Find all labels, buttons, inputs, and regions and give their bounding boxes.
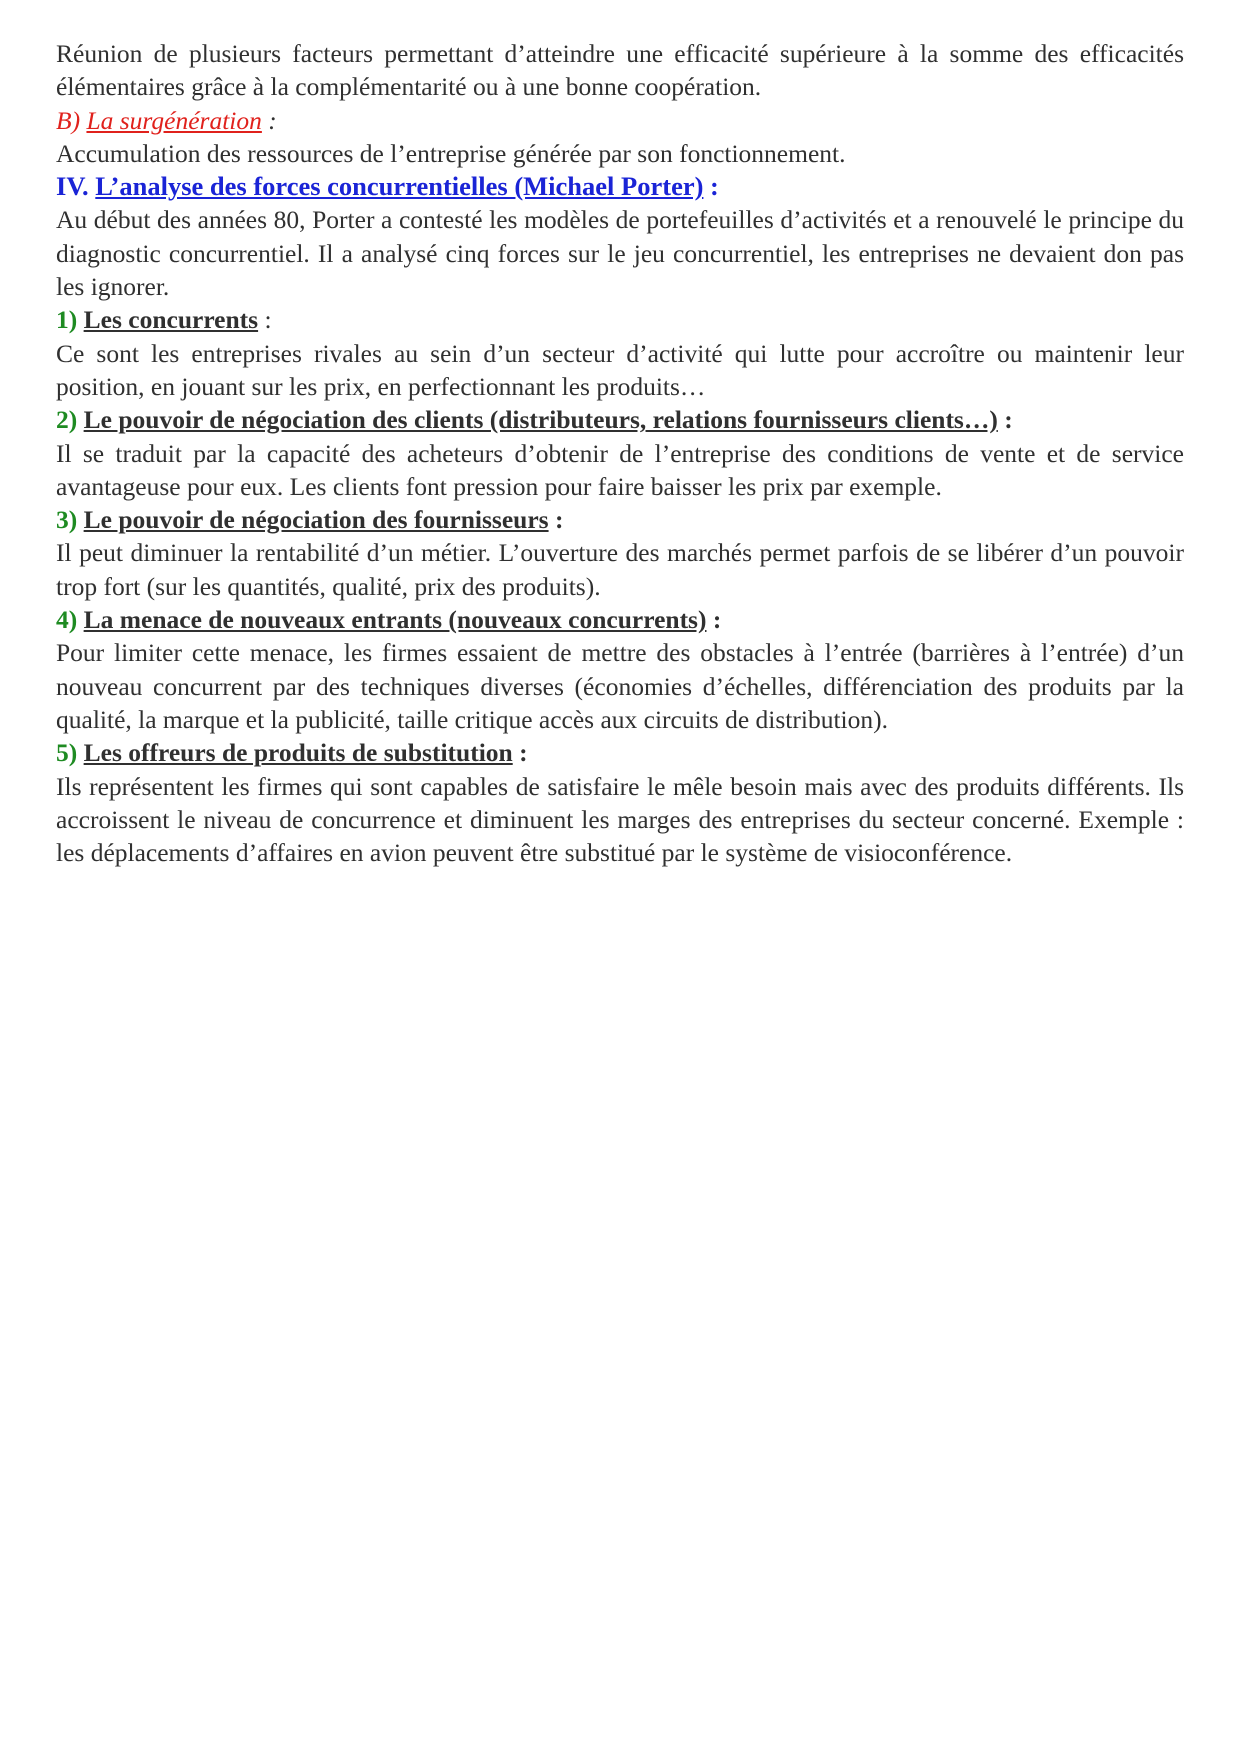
force-2-number: 2) xyxy=(56,405,78,435)
intro-paragraph: Réunion de plusieurs facteurs permettant d’atteindre une efficacité supérieure à la somme des efficacités élémentaires grâce à la complémentarité ou à une bonne coopération. xyxy=(56,39,1184,102)
force-3-body: Il peut diminuer la rentabilité d’un métier. L’ouverture des marchés permet parfois de se libérer d’un pouvoir trop fort (sur les quantités, qualité, prix des produits). xyxy=(56,538,1184,601)
force-1-body: Ce sont les entreprises rivales au sein d’un secteur d’activité qui lutte pour accroître ou maintenir leur position, en jouant sur les prix, en perfectionnant les produits… xyxy=(56,338,1184,401)
force-3-title: Le pouvoir de négociation des fournisseurs xyxy=(83,505,549,535)
section-b-title: La surgénération xyxy=(86,105,262,135)
force-1-suffix: : xyxy=(264,305,272,335)
force-5-title: Les offreurs de produits de substitution xyxy=(83,738,513,768)
force-1-heading xyxy=(56,303,1184,336)
force-4-body: Pour limiter cette menace, les firmes essaient de mettre des obstacles à l’entrée (barrières à l’entrée) d’un nouveau concurrent par des techniques diverses (économies d’échelles, différenciation des produits par la qualité, la marque et la publicité, taille critique accès aux circuits de distribution). xyxy=(56,638,1184,734)
force-2-heading xyxy=(56,403,1184,436)
section-iv-title: L’analyse des forces concurrentielles (Michael Porter) xyxy=(95,171,704,202)
force-4-suffix: : xyxy=(712,605,722,635)
section-iv-heading xyxy=(56,170,1184,203)
force-2-title: Le pouvoir de négociation des clients (distributeurs, relations fournisseurs clients…) xyxy=(83,405,998,435)
force-4-number: 4) xyxy=(56,605,78,635)
force-3-number: 3) xyxy=(56,505,78,535)
force-5-heading xyxy=(56,736,1184,769)
section-b-heading xyxy=(56,104,1184,137)
section-iv-suffix: : xyxy=(710,171,719,202)
force-4-heading xyxy=(56,603,1184,636)
force-5-number: 5) xyxy=(56,738,78,768)
force-2-body: Il se traduit par la capacité des acheteurs d’obtenir de l’entreprise des conditions de vente et de service avantageuse pour eux. Les clients font pression pour faire baisser les prix par exemple. xyxy=(56,438,1184,501)
force-4-title: La menace de nouveaux entrants (nouveaux concurrents) xyxy=(83,605,707,635)
force-1-number: 1) xyxy=(56,305,78,335)
section-iv-number: IV. xyxy=(56,171,89,202)
force-3-suffix: : xyxy=(554,505,564,535)
force-5-body: Ils représentent les firmes qui sont capables de satisfaire le mêle besoin mais avec des produits différents. Ils accroissent le niveau de concurrence et diminuent les marges des entreprises du secteur concerné. Exemple : les déplacements d’affaires en avion peuvent être substitué par le système de visioconférence. xyxy=(56,771,1184,868)
document-page xyxy=(56,37,1184,869)
section-b-suffix: : xyxy=(268,105,277,135)
force-5-suffix: : xyxy=(519,738,528,768)
force-2-suffix: : xyxy=(1004,405,1013,435)
section-b-number: B) xyxy=(56,105,81,135)
force-1-title: Les concurrents xyxy=(83,305,259,335)
section-iv-body: Au début des années 80, Porter a contesté les modèles de portefeuilles d’activités et a renouvelé le principe du diagnostic concurrentiel. Il a analysé cinq forces sur le jeu concurrentiel, les entreprises ne devaient don pas les ignorer. xyxy=(56,205,1184,302)
section-b-body: Accumulation des ressources de l’entreprise générée par son fonctionnement. xyxy=(56,138,846,168)
force-3-heading xyxy=(56,503,1184,536)
